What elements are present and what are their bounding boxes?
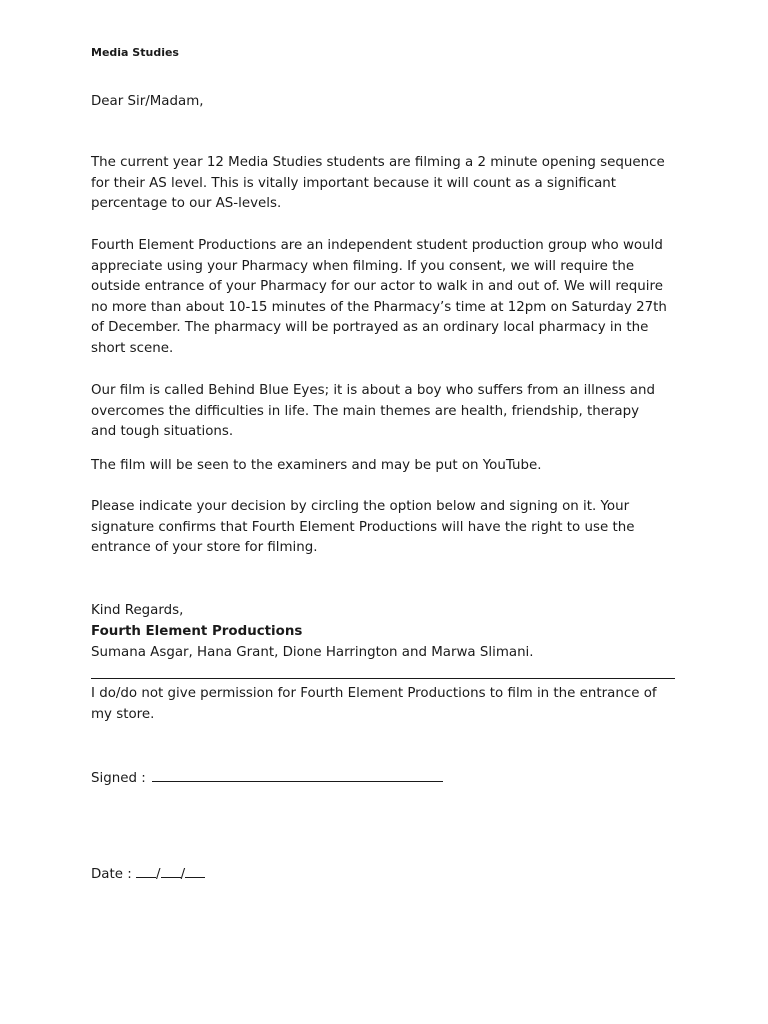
date-separator-1: / (156, 867, 161, 882)
salutation: Dear Sir/Madam, (91, 94, 204, 109)
signature-names: Sumana Asgar, Hana Grant, Dione Harrington and Marwa Slimani. (91, 645, 534, 660)
paragraph-purpose: The current year 12 Media Studies students are filming a 2 minute opening sequence for their AS level. This is vitally important because it will count as a significant percentage to our AS-levels. (91, 155, 665, 212)
paragraph-distribution: The film will be seen to the examiners and may be put on YouTube. (91, 458, 542, 473)
signature-organization: Fourth Element Productions (91, 624, 303, 639)
signed-label: Signed : (91, 771, 146, 786)
closing: Kind Regards, (91, 603, 184, 618)
permission-statement: I do/do not give permission for Fourth Element Productions to film in the entrance of my store. (91, 686, 657, 722)
date-year-blank (185, 863, 205, 878)
date-day-blank (136, 863, 156, 878)
divider-line (91, 678, 675, 679)
date-label: Date : (91, 867, 132, 882)
date-month-blank (161, 863, 181, 878)
paragraph-request: Fourth Element Productions are an independent student production group who would appreciate using your Pharmacy when filming. If you consent, we will require the outside entrance of your Pharmacy for our actor to walk in and out of. We will require no more than about 10-15 minutes of the Pharmacy’s time at 12pm on Saturday 27th of December. The pharmacy will be portrayed as an ordinary local pharmacy in the short scene. (91, 238, 667, 356)
paragraph-film-description: Our film is called Behind Blue Eyes; it is about a boy who suffers from an illness and overcomes the difficulties in life. The main themes are health, friendship, therapy and tough situations. (91, 383, 655, 440)
subject-header: Media Studies (91, 46, 179, 59)
signature-line (152, 767, 443, 782)
signature-field (91, 767, 443, 789)
date-separator-2: / (180, 867, 186, 882)
paragraph-instructions: Please indicate your decision by circling the option below and signing on it. Your signature confirms that Fourth Element Productions will have the right to use the entrance of your store for filming. (91, 499, 635, 556)
date-field (91, 863, 205, 885)
